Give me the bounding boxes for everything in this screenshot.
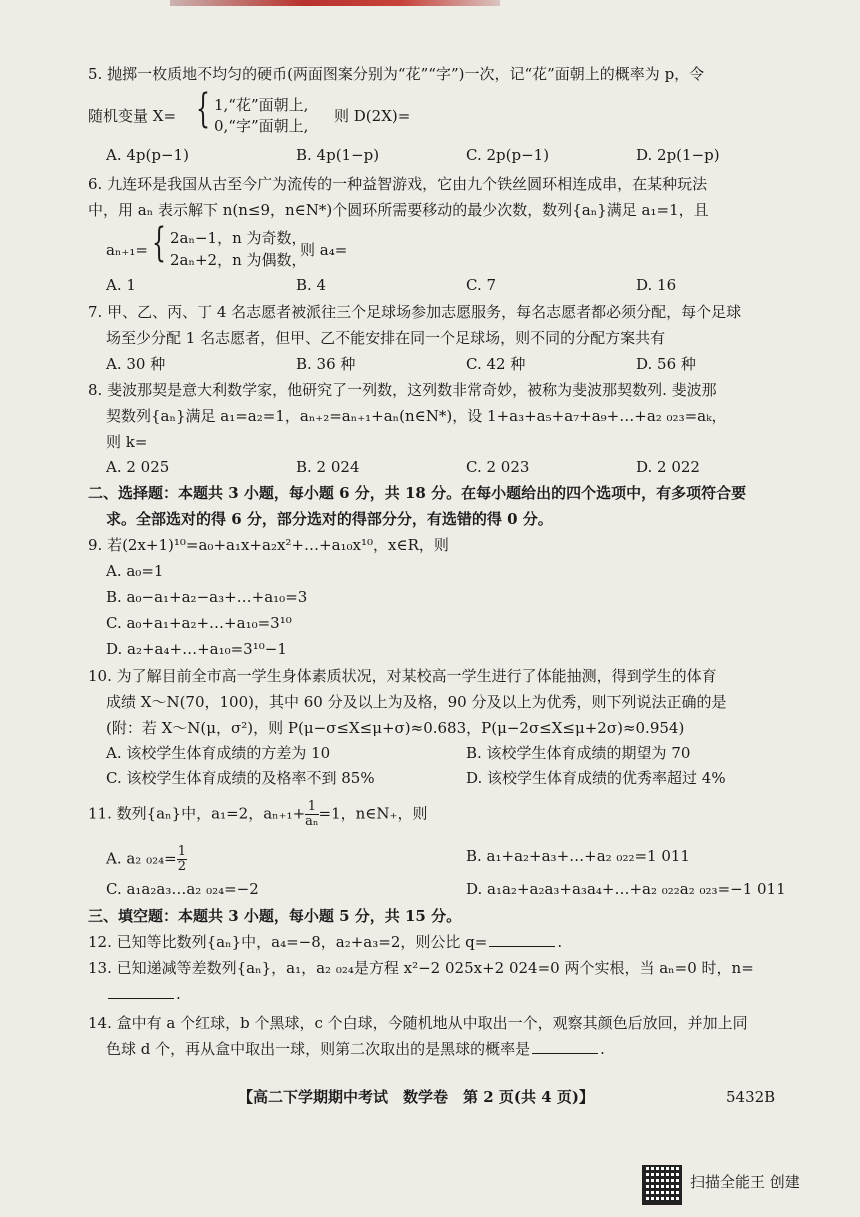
q11-option-a-fraction — [177, 845, 187, 874]
q5-line1: 5. 抛掷一枚质地不均匀的硬币(两面图案分别为“花”“字”)一次，记“花”面朝上的概率为 p，令 — [88, 65, 705, 83]
q13-line2 — [106, 984, 181, 1004]
q12-text: 12. 已知等比数列{aₙ}中，a₄=−8，a₂+a₃=2，则公比 q= — [88, 933, 488, 951]
q6-brace: { — [152, 220, 166, 266]
page-footer: 【高二下学期期中考试 数学卷 第 2 页(共 4 页)】 — [238, 1088, 594, 1106]
q14-line1: 14. 盒中有 a 个红球，b 个黑球，c 个白球，今随机地从中取出一个，观察其颜色后放回，并加上同 — [88, 1014, 748, 1032]
q8-option-a: A. 2 025 — [106, 458, 170, 476]
q12-answer-blank — [489, 932, 555, 947]
q12-end: . — [557, 933, 563, 951]
q6-line1: 6. 九连环是我国从古至今广为流传的一种益智游戏，它由九个铁丝圆环相连成串，在某种玩法 — [88, 175, 708, 193]
q7-line1: 7. 甲、乙、丙、丁 4 名志愿者被派往三个足球场参加志愿服务，每名志愿者都必须分配，每个足球 — [88, 303, 742, 321]
q10-line3: (附：若 X～N(μ，σ²)，则 P(μ−σ≤X≤μ+σ)≈0.683，P(μ−2σ≤X≤μ+2σ)≈0.954) — [106, 719, 685, 737]
q11-option-b: B. a₁+a₂+a₃+…+a₂ ₀₂₂=1 011 — [466, 847, 690, 865]
q6-option-d: D. 16 — [636, 276, 677, 294]
q9-option-d: D. a₂+a₄+…+a₁₀=3¹⁰−1 — [106, 640, 287, 658]
q5-case2: 0,“字”面朝上, — [214, 117, 309, 135]
paper-code: 5432B — [726, 1088, 776, 1106]
q11-option-c: C. a₁a₂a₃…a₂ ₀₂₄=−2 — [106, 880, 259, 898]
q6-option-a: A. 1 — [106, 276, 136, 294]
q6-option-b: B. 4 — [296, 276, 327, 294]
q11-option-a-num: 1 — [177, 844, 186, 859]
q14-text: 色球 d 个，再从盒中取出一球，则第二次取出的是黑球的概率是 — [106, 1040, 531, 1058]
q8-option-b: B. 2 024 — [296, 458, 360, 476]
q11-stem-b: =1，n∈N₊，则 — [318, 804, 428, 823]
q9-option-b: B. a₀−a₁+a₂−a₃+…+a₁₀=3 — [106, 588, 308, 606]
q14-line2 — [106, 1039, 605, 1059]
q8-line2: 契数列{aₙ}满足 a₁=a₂=1，aₙ₊₂=aₙ₊₁+aₙ(n∈N*)，设 1+a₃+a₅+a₇+a₉+…+a₂ ₀₂₃=aₖ， — [106, 407, 727, 425]
q10-line1: 10. 为了解目前全市高一学生身体素质状况，对某校高一学生进行了体能抽测，得到学生的体育 — [88, 667, 717, 685]
q13-end: . — [176, 985, 181, 1003]
q10-option-d: D. 该校学生体育成绩的优秀率超过 4% — [466, 769, 726, 787]
q8-option-c: C. 2 023 — [466, 458, 530, 476]
q8-line1: 8. 斐波那契是意大利数学家，他研究了一列数，这列数非常奇妙，被称为斐波那契数列. 斐波那 — [88, 381, 717, 399]
q5-brace: { — [196, 86, 210, 132]
q5-option-a: A. 4p(p−1) — [106, 146, 189, 164]
q13-line1: 13. 已知递减等差数列{aₙ}，a₁，a₂ ₀₂₄是方程 x²−2 025x+2 024=0 两个实根，当 aₙ=0 时，n= — [88, 959, 754, 977]
q6-case1: 2aₙ−1，n 为奇数， — [170, 229, 307, 247]
q11-option-d: D. a₁a₂+a₂a₃+a₃a₄+…+a₂ ₀₂₂a₂ ₀₂₃=−1 011 — [466, 880, 786, 898]
q5-option-c: C. 2p(p−1) — [466, 146, 550, 164]
q10-line2: 成绩 X～N(70，100)，其中 60 分及以上为及格，90 分及以上为优秀，则下列说法正确的是 — [106, 693, 727, 711]
q14-end: . — [600, 1040, 605, 1058]
q9-option-a: A. a₀=1 — [106, 562, 164, 580]
q6-line2: 中，用 aₙ 表示解下 n(n≤9，n∈N*)个圆环所需要移动的最少次数，数列{aₙ}满足 a₁=1，且 — [88, 201, 709, 219]
q5-option-b: B. 4p(1−p) — [296, 146, 380, 164]
q6-case2: 2aₙ+2，n 为偶数， — [170, 251, 307, 269]
q11-stem-a: 11. 数列{aₙ}中，a₁=2，aₙ₊₁+ — [88, 804, 306, 823]
q11-option-a — [106, 845, 187, 874]
q7-option-c: C. 42 种 — [466, 355, 526, 373]
q7-option-a: A. 30 种 — [106, 355, 166, 373]
q7-option-b: B. 36 种 — [296, 355, 356, 373]
section2-line1: 二、选择题：本题共 3 小题，每小题 6 分，共 18 分。在每小题给出的四个选项中，有多项符合要 — [88, 484, 747, 502]
q6-prefix: aₙ₊₁= — [106, 241, 148, 259]
qr-code-icon — [642, 1165, 682, 1205]
q8-line3: 则 k= — [106, 433, 148, 451]
q13-answer-blank — [108, 984, 174, 999]
q12 — [88, 932, 562, 952]
q10-option-b: B. 该校学生体育成绩的期望为 70 — [466, 744, 691, 762]
q5-prefix: 随机变量 X= — [88, 107, 177, 125]
q6-suffix: 则 a₄= — [300, 241, 348, 259]
q10-option-a: A. 该校学生体育成绩的方差为 10 — [106, 744, 331, 762]
q6-option-c: C. 7 — [466, 276, 497, 294]
q11-frac-num: 1 — [305, 800, 318, 815]
q7-option-d: D. 56 种 — [636, 355, 696, 373]
q11-fraction — [305, 800, 318, 829]
q5-option-d: D. 2p(1−p) — [636, 146, 720, 164]
q9-stem: 9. 若(2x+1)¹⁰=a₀+a₁x+a₂x²+…+a₁₀x¹⁰，x∈R，则 — [88, 536, 449, 554]
q11-stem — [88, 800, 427, 829]
q10-option-c: C. 该校学生体育成绩的及格率不到 85% — [106, 769, 375, 787]
scanner-watermark: 扫描全能王 创建 — [690, 1173, 800, 1191]
section2-line2: 求。全部选对的得 6 分，部分选对的得部分分，有选错的得 0 分。 — [106, 510, 553, 528]
q5-case1: 1,“花”面朝上, — [214, 96, 309, 114]
q14-answer-blank — [532, 1039, 598, 1054]
q11-frac-den: aₙ — [305, 814, 319, 829]
q11-option-a-prefix: A. a₂ ₀₂₄= — [106, 849, 177, 868]
q7-line2: 场至少分配 1 名志愿者，但甲、乙不能安排在同一个足球场，则不同的分配方案共有 — [106, 329, 666, 347]
q8-option-d: D. 2 022 — [636, 458, 700, 476]
section3-heading: 三、填空题：本题共 3 小题，每小题 5 分，共 15 分。 — [88, 907, 462, 925]
q9-option-c: C. a₀+a₁+a₂+…+a₁₀=3¹⁰ — [106, 614, 292, 632]
q5-suffix: 则 D(2X)= — [334, 107, 411, 125]
q11-option-a-den: 2 — [177, 859, 186, 874]
